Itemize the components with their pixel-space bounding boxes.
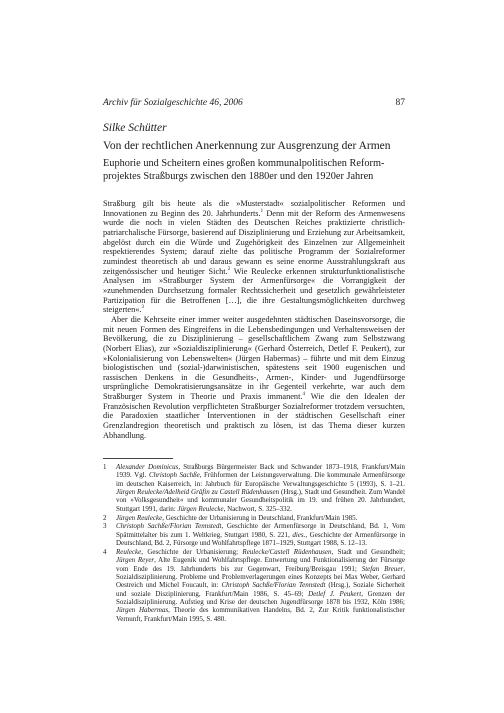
footnote-separator [103,458,173,459]
journal-citation: Archiv für Sozialgeschichte 46, 2006 [103,98,243,108]
footnote-number: 4 [103,547,107,556]
article-body [103,199,405,440]
footnote-ref[interactable]: 2 [227,266,231,272]
footnote-number: 3 [103,522,107,531]
article-author: Silke Schütter [103,122,167,134]
body-paragraph: Straßburg gilt bis heute als die »Musterstadt« sozialpolitischer Reformen und Innovationen zu Beginn des 20. Jahrhunderts.$^1$ Denn mit der Reform des Armenwesens wurde die noch in vielen Städten des Deutschen Reiches praktizierte christlich-patriarchalische Fürsorge, basierend auf Disziplinierung und Erziehung zur Arbeitsamkeit, abgelöst durch ein die Würde und Zugehörigkeit des Einzelnen zur Allgemeinheit respektierendes System; darauf zielte das politische Programm der Sozialreformer zumindest theoretisch ab und daraus gewann es seine enorme Ausstrahlungskraft aus zeitgenössischer und heutiger Sicht.$^2$ Wie Reulecke erkennen strukturfunktionalistische Analysen im »Straßburger System der Armenfürsorge« die Vorrangigkeit der »zunehmenden Durchsetzung formaler Rechtssicherheit und gesetzlich gewährleisteter Partizipation für die Betroffenen […], die ihre Gestaltungsmöglichkeiten durchweg steigerten«.$^3$ [103,199,405,315]
footnote-item: 2 Jürgen Reulecke, Geschichte der Urbanisierung in Deutschland, Frankfurt/Main 1985. [103,513,358,522]
footnote-item: 1 Alexander Dominicus, Straßburgs Bürgermeister Back und Schwander 1873–1918, Frankfurt/Main 1939. Vgl. Christoph Sachße, Frühformen der Leistungsverwaltung. Die kommunale Armenfürsorge im deutschen Kaiserreich, in: Jahrbuch für Europäische Verwaltungsgeschichte 5 (1993), S. 1–21. Jürgen Reulecke/Adelheid Gräfin zu Castell Rüdenhausen (Hrsg.), Stadt und Gesundheit. Zum Wandel von »Volksgesundheit« und kommunaler Gesundheitspolitik im 19. und frühen 20. Jahrhundert, Stuttgart 1991, darin: Jürgen Reulecke, Nachwort, S. 325–332. [103,463,405,513]
running-header [103,98,405,108]
article-subtitle: Euphorie und Scheitern eines großen kommunalpolitischen Reformprojektes Straßburgs zwischen den 1880er und den 1920er Jahren [103,158,385,182]
footnote-ref[interactable]: 1 [260,208,264,214]
footnote-ref[interactable]: 4 [302,392,305,398]
footnote-number: 2 [103,513,107,522]
footnote-ref[interactable]: 3 [141,305,144,311]
page-number: 87 [395,98,405,108]
article-title: Von der rechtlichen Anerkennung zur Ausgrenzung der Armen [103,140,391,152]
footnotes [103,463,405,624]
footnote-item: 4 Reulecke, Geschichte der Urbanisierung; Reulecke/Castell Rüdenhausen, Stadt und Gesundheit; Jürgen Reyer, Alte Eugenik und Wohlfahrtspflege. Entwertung und Funktionalisierung der Fürsorge vom Ende des 19. Jahrhunderts bis zur Gegenwart, Freiburg/Breisgau 1991; Stefan Breuer, Sozialdisziplinierung. Probleme und Problemverlagerungen eines Konzepts bei Max Weber, Gerhard Oestreich und Michel Foucault, in: Christoph Sachße/Florian Tennstedt (Hrsg.), Soziale Sicherheit und soziale Disziplinierung, Frankfurt/Main 1986, S. 45–69; Detlef J. Peukert, Grenzen der Sozialdisziplinierung. Aufstieg und Krise der deutschen Jugendfürsorge 1878 bis 1932, Köln 1986; Jürgen Habermas, Theorie des kommunikativen Handelns, Bd. 2, Zur Kritik funktionalistischer Vernunft, Frankfurt/Main 1995, S. 480. [103,547,406,623]
body-paragraph: Aber die Kehrseite einer immer weiter ausgedehnten städtischen Daseinsvorsorge, die mit neuen Formen des Eingreifens in die Lebensbedingungen und Verhaltensweisen der Bevölkerung, die zu Disziplinierung – gesellschaftlichem Zwang zum Selbstzwang (Norbert Elias), zur »Sozialdisziplinierung« (Gerhard Österreich, Detlef F. Peukert), zur »Kolonialisierung von Lebenswelten« (Jürgen Habermas) – führte und mit dem Einzug biologistischen und (sozial-)darwinistischen, spätestens seit 1900 eugenischen und rassischen Denkens in die Gesundheits-, Armen-, Kinder- und Jugendfürsorge ursprüngliche Demokratisierungsansätze in ihr Gegenteil verkehrte, war auch dem Straßburger System in Theorie und Praxis immanent.$^4$ Wie die den Idealen der Französischen Revolution verpflichteten Straßburger Sozialreformer trotzdem versuchten, die Paradoxien staatlicher Interventionen in der städtischen Gesellschaft einer Grenzlandregion theoretisch und praktisch zu lösen, ist das Thema dieser kurzen Abhandlung. [103,314,405,440]
footnote-number: 1 [103,463,107,471]
footnote-item: 3 Christoph Sachße/Florian Tennstedt, Geschichte der Armenfürsorge in Deutschland, Bd. 1, Vom Spätmittelalter bis zum 1. Weltkrieg, Stuttgart 1980, S. 221, dies., Geschichte der Armenfürsorge in Deutschland, Bd. 2, Fürsorge und Wohlfahrtspflege 1871–1929, Stuttgart 1988, S. 12–13. [103,522,406,548]
